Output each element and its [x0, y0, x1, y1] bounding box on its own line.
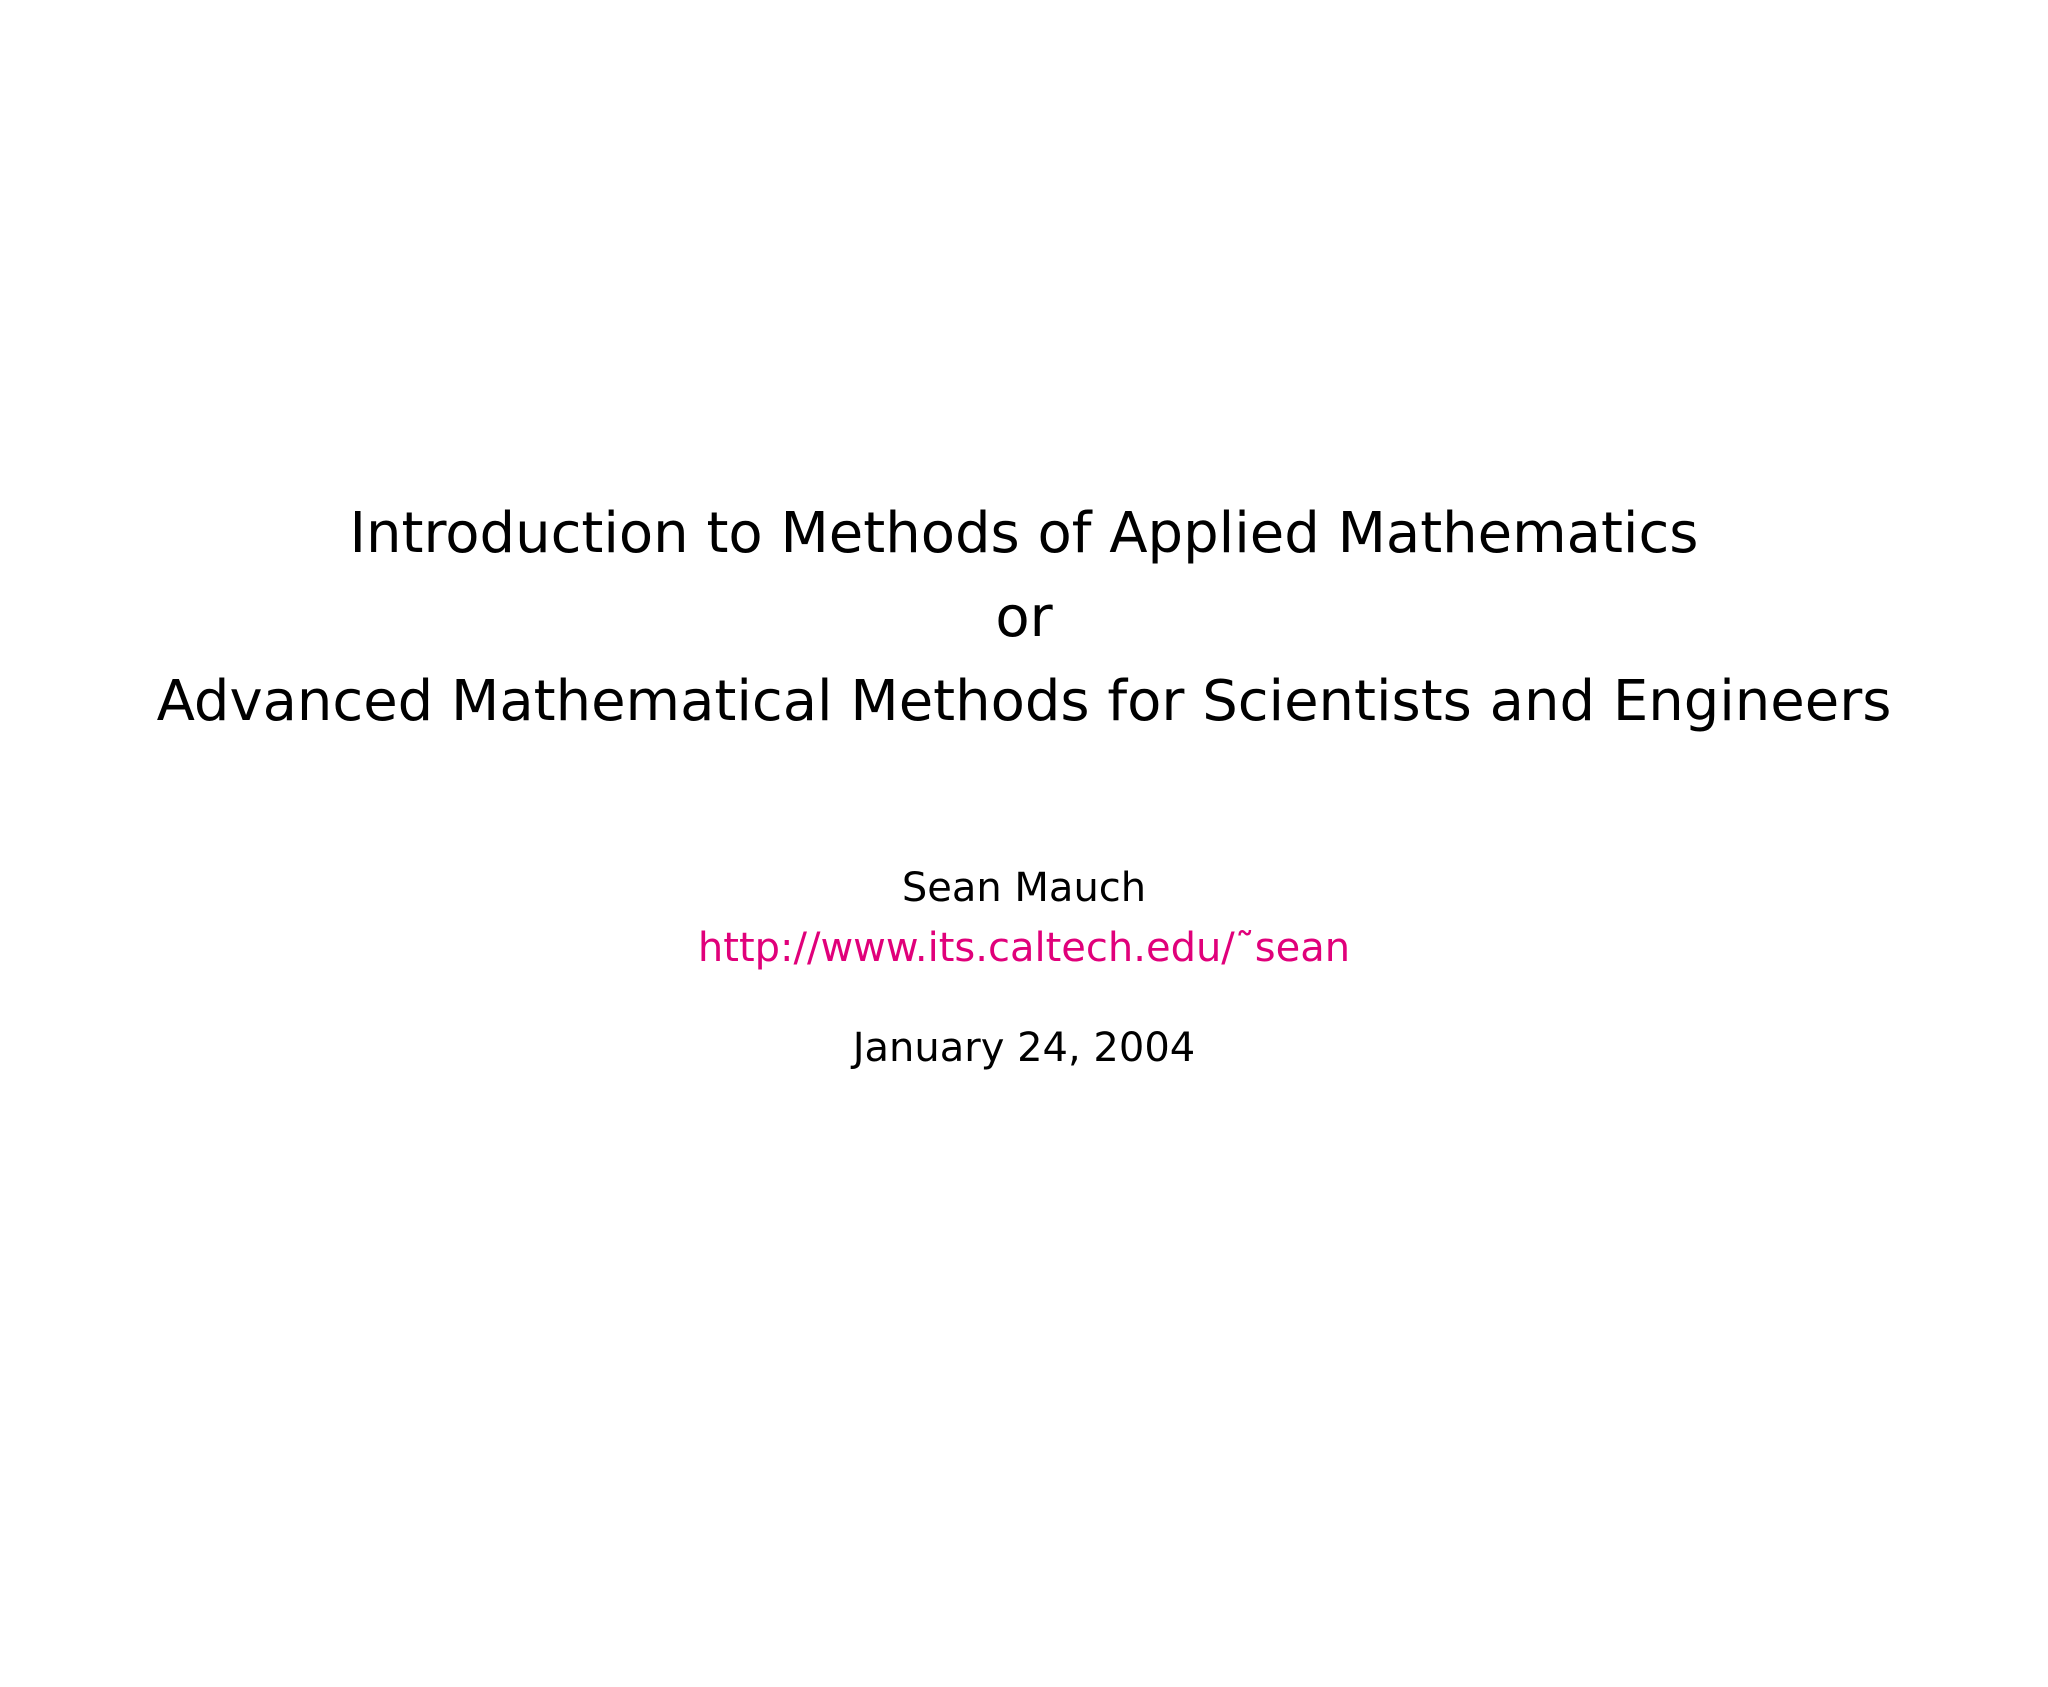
- title-line-1: Introduction to Methods of Applied Mathematics: [349, 501, 1699, 566]
- author-name: Sean Mauch: [901, 865, 1147, 911]
- title-line-2: Advanced Mathematical Methods for Scientists and Engineers: [156, 669, 1892, 734]
- title-connector-or: or: [995, 585, 1053, 650]
- author-block: [0, 858, 2048, 1078]
- title-block: [0, 492, 2048, 744]
- publication-date: January 24, 2004: [852, 1025, 1196, 1071]
- author-homepage-link[interactable]: http://www.its.caltech.edu/˜sean: [697, 925, 1351, 971]
